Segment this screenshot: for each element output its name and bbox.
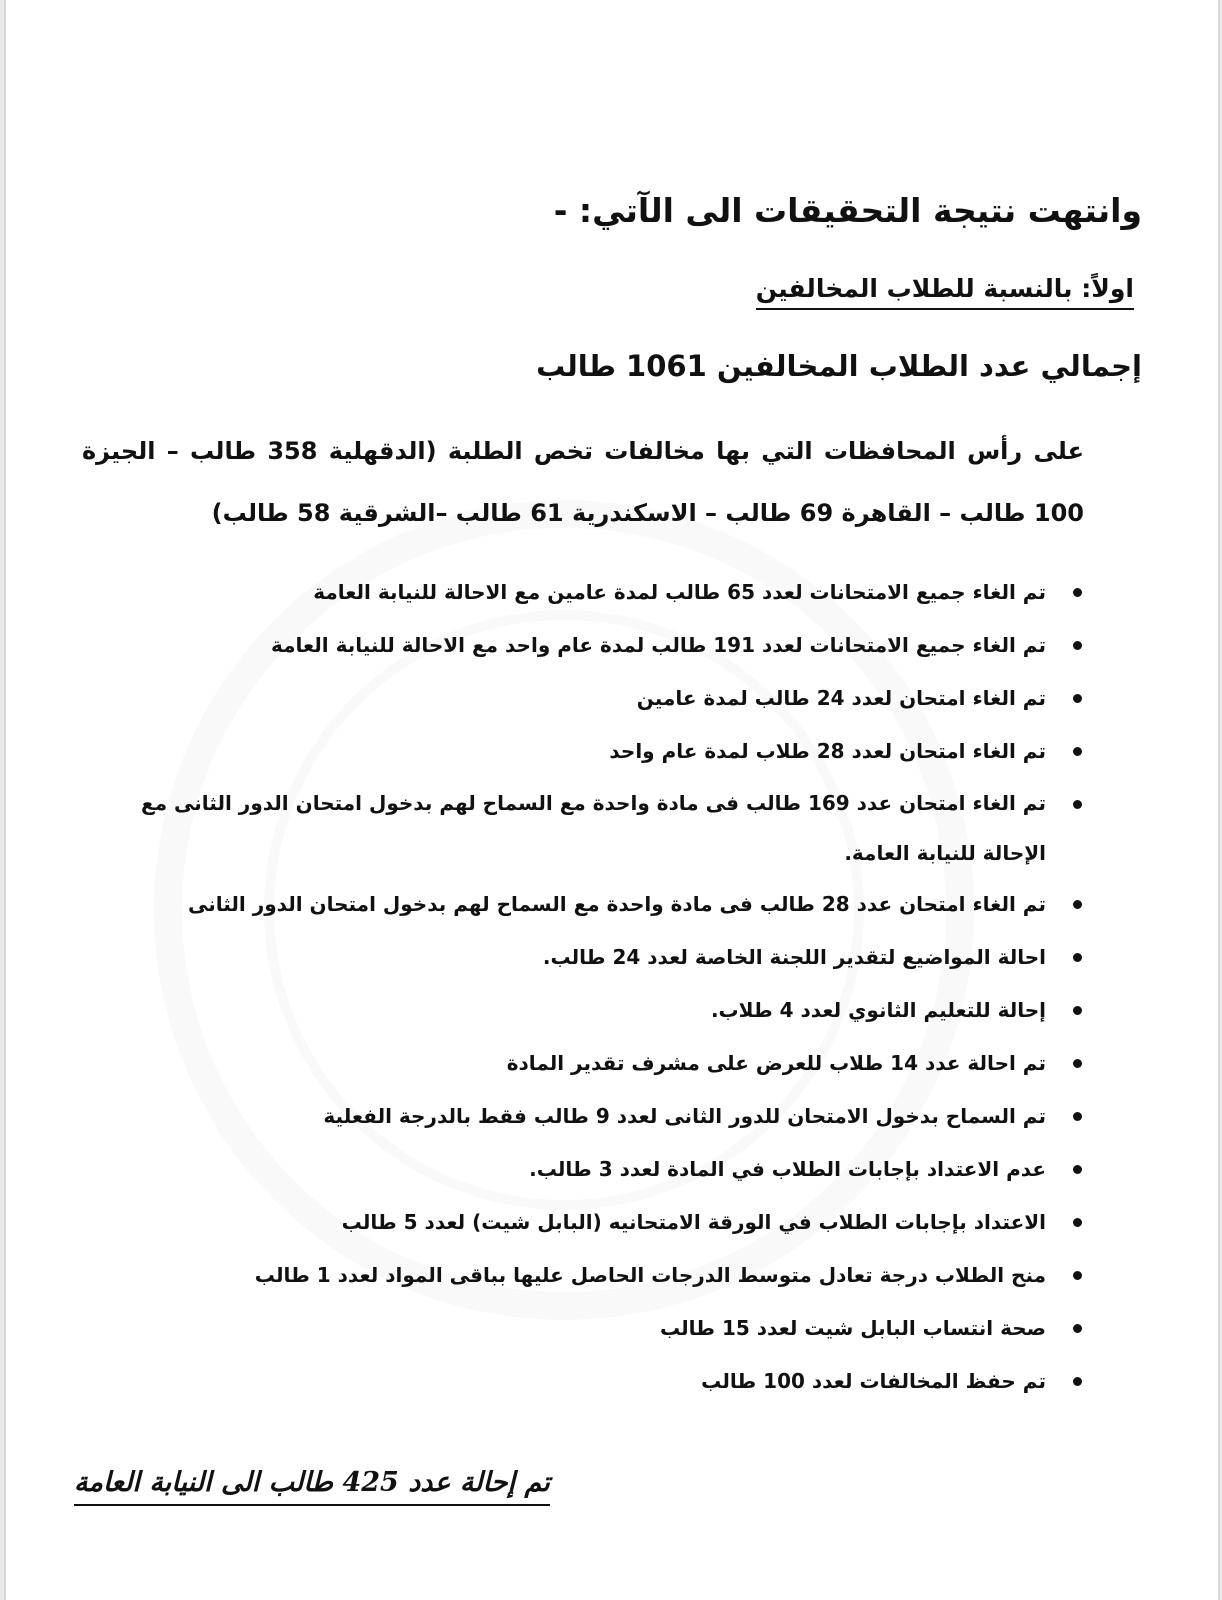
list-item: تم حفظ المخالفات لعدد 100 طالب <box>82 1355 1084 1408</box>
section-heading-wrap <box>82 272 1142 318</box>
bullet-icon <box>1073 1112 1082 1121</box>
list-item: الاعتداد بإجابات الطلاب في الورقة الامتحانيه (البابل شيت) لعدد 5 طالب <box>82 1196 1084 1249</box>
list-item: تم الغاء امتحان عدد 28 طالب فى مادة واحدة مع السماح لهم بدخول امتحان الدور الثانى <box>82 878 1084 931</box>
list-item: منح الطلاب درجة تعادل متوسط الدرجات الحاصل عليها بباقى المواد لعدد 1 طالب <box>82 1249 1084 1302</box>
list-item: تم الغاء امتحان لعدد 24 طالب لمدة عامين <box>82 672 1084 725</box>
section-heading: اولاً: بالنسبة للطلاب المخالفين <box>756 272 1134 310</box>
document-heading: وانتهت نتيجة التحقيقات الى الآتي: - <box>553 191 1142 230</box>
bullet-icon <box>1073 641 1082 650</box>
document-body <box>82 180 1142 1408</box>
bullet-icon <box>1073 1006 1082 1015</box>
list-item: تم الغاء امتحان عدد 169 طالب فى مادة واحدة مع السماح لهم بدخول امتحان الدور الثانى مع الإحالة للنيابة العامة. <box>82 778 1084 878</box>
bullet-icon <box>1073 1059 1082 1068</box>
results-list <box>82 566 1084 1408</box>
bullet-icon <box>1073 953 1082 962</box>
total-violators: إجمالي عدد الطلاب المخالفين 1061 طالب <box>536 349 1142 383</box>
list-item: تم احالة عدد 14 طلاب للعرض على مشرف تقدير المادة <box>82 1037 1084 1090</box>
list-item: تم الغاء امتحان لعدد 28 طلاب لمدة عام واحد <box>82 725 1084 778</box>
bullet-icon <box>1073 800 1082 809</box>
list-item: تم الغاء جميع الامتحانات لعدد 65 طالب لمدة عامين مع الاحالة للنيابة العامة <box>82 566 1084 619</box>
bullet-icon <box>1073 900 1082 909</box>
governorates-summary: على رأس المحافظات التي بها مخالفات تخص الطلبة (الدقهلية 358 طالب – الجيزة 100 طالب – القاهرة 69 طالب – الاسكندرية 61 طالب –الشرقية 58 طالب) <box>82 437 1084 527</box>
list-item: إحالة للتعليم الثانوي لعدد 4 طلاب. <box>82 984 1084 1037</box>
list-item: عدم الاعتداد بإجابات الطلاب في المادة لعدد 3 طالب. <box>82 1143 1084 1196</box>
bullet-icon <box>1073 1377 1082 1386</box>
list-item: احالة المواضيع لتقدير اللجنة الخاصة لعدد 24 طالب. <box>82 931 1084 984</box>
list-item: تم الغاء جميع الامتحانات لعدد 191 طالب لمدة عام واحد مع الاحالة للنيابة العامة <box>82 619 1084 672</box>
bullet-icon <box>1073 1165 1082 1174</box>
bullet-icon <box>1073 588 1082 597</box>
list-item: تم السماح بدخول الامتحان للدور الثانى لعدد 9 طالب فقط بالدرجة الفعلية <box>82 1090 1084 1143</box>
referral-summary: تم إحالة عدد 425 طالب الى النيابة العامة <box>74 1465 550 1506</box>
bullet-icon <box>1073 1218 1082 1227</box>
bullet-icon <box>1073 1324 1082 1333</box>
list-item: صحة انتساب البابل شيت لعدد 15 طالب <box>82 1302 1084 1355</box>
bullet-icon <box>1073 694 1082 703</box>
bullet-icon <box>1073 747 1082 756</box>
bullet-icon <box>1073 1271 1082 1280</box>
document-page <box>4 0 1220 1600</box>
